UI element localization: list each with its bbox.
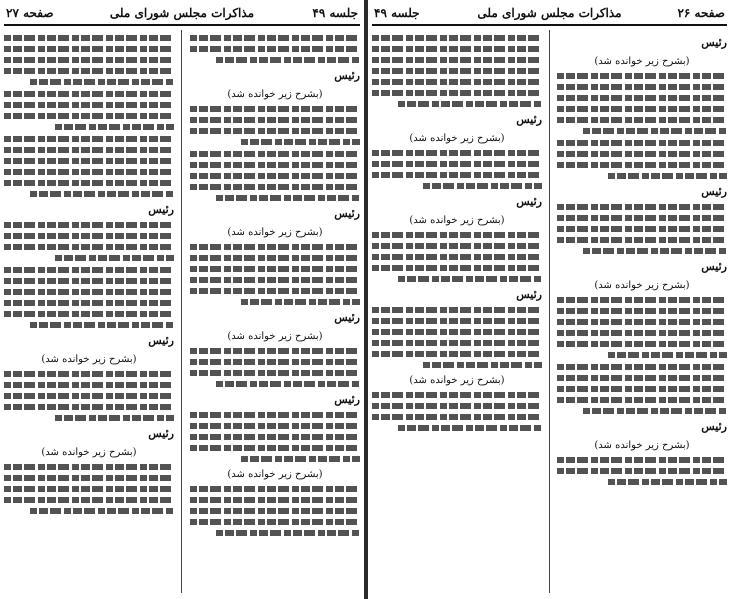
read-note: (بشرح زیر خوانده شد): [227, 469, 323, 480]
text-paragraph: [557, 364, 727, 414]
text-paragraph: [190, 348, 360, 387]
speaker-marker: رئیس: [148, 427, 174, 440]
text-paragraph: [4, 136, 174, 197]
speaker-marker: رئیس: [701, 36, 727, 49]
read-note: (بشرح زیر خوانده شد): [409, 375, 505, 386]
text-paragraph: [4, 464, 174, 514]
left-page-column-rule: [181, 30, 182, 593]
text-paragraph: [557, 140, 727, 179]
text-paragraph: [190, 486, 360, 536]
speaker-marker: رئیس: [701, 260, 727, 273]
speaker-marker: رئیس: [701, 420, 727, 433]
text-paragraph: [190, 151, 360, 201]
read-note: (بشرح زیر خوانده شد): [227, 89, 323, 100]
read-note: (بشرح زیر خوانده شد): [41, 354, 137, 365]
text-paragraph: [4, 35, 174, 85]
right-page-left-column: [372, 30, 542, 593]
read-note: (بشرح زیر خوانده شد): [594, 280, 690, 291]
text-paragraph: [4, 371, 174, 421]
speaker-marker: رئیس: [334, 311, 360, 324]
speaker-marker: رئیس: [148, 203, 174, 216]
right-page-header: [372, 4, 727, 26]
text-paragraph: [372, 392, 542, 431]
right-page-title: مذاکرات مجلس شورای ملی: [477, 6, 622, 20]
speaker-marker: رئیس: [701, 185, 727, 198]
left-page-session: جلسه ۴۹: [312, 6, 358, 20]
speaker-marker: رئیس: [334, 393, 360, 406]
text-paragraph: [557, 204, 727, 254]
left-page-left-column: [4, 30, 174, 593]
text-paragraph: [372, 307, 542, 368]
right-page-number: صفحه ۲۶: [677, 6, 725, 20]
left-page-header: [4, 4, 360, 26]
read-note: (بشرح زیر خوانده شد): [594, 440, 690, 451]
text-paragraph: [190, 412, 360, 462]
left-page-right-column: [190, 30, 360, 593]
text-paragraph: [190, 244, 360, 305]
left-page-number: صفحه ۲۷: [6, 6, 54, 20]
right-page-column-rule: [549, 30, 550, 593]
speaker-marker: رئیس: [334, 207, 360, 220]
right-page: [368, 0, 731, 599]
read-note: (بشرح زیر خوانده شد): [409, 215, 505, 226]
read-note: (بشرح زیر خوانده شد): [409, 133, 505, 144]
speaker-marker: رئیس: [516, 113, 542, 126]
text-paragraph: [557, 457, 727, 485]
text-paragraph: [190, 35, 360, 63]
speaker-marker: رئیس: [516, 195, 542, 208]
text-paragraph: [4, 91, 174, 130]
read-note: (بشرح زیر خوانده شد): [41, 447, 137, 458]
speaker-marker: رئیس: [516, 288, 542, 301]
text-paragraph: [372, 232, 542, 282]
text-paragraph: [190, 106, 360, 145]
read-note: (بشرح زیر خوانده شد): [227, 227, 323, 238]
right-page-session: جلسه ۴۹: [374, 6, 420, 20]
text-paragraph: [372, 150, 542, 189]
text-paragraph: [4, 267, 174, 328]
text-paragraph: [557, 297, 727, 358]
speaker-marker: رئیس: [334, 69, 360, 82]
read-note: (بشرح زیر خوانده شد): [594, 56, 690, 67]
text-paragraph: [4, 222, 174, 261]
text-paragraph: [372, 35, 542, 107]
speaker-marker: رئیس: [148, 334, 174, 347]
text-paragraph: [557, 73, 727, 134]
read-note: (بشرح زیر خوانده شد): [227, 331, 323, 342]
right-page-right-column: [557, 30, 727, 593]
left-page-title: مذاکرات مجلس شورای ملی: [109, 6, 255, 20]
left-page: [0, 0, 364, 599]
